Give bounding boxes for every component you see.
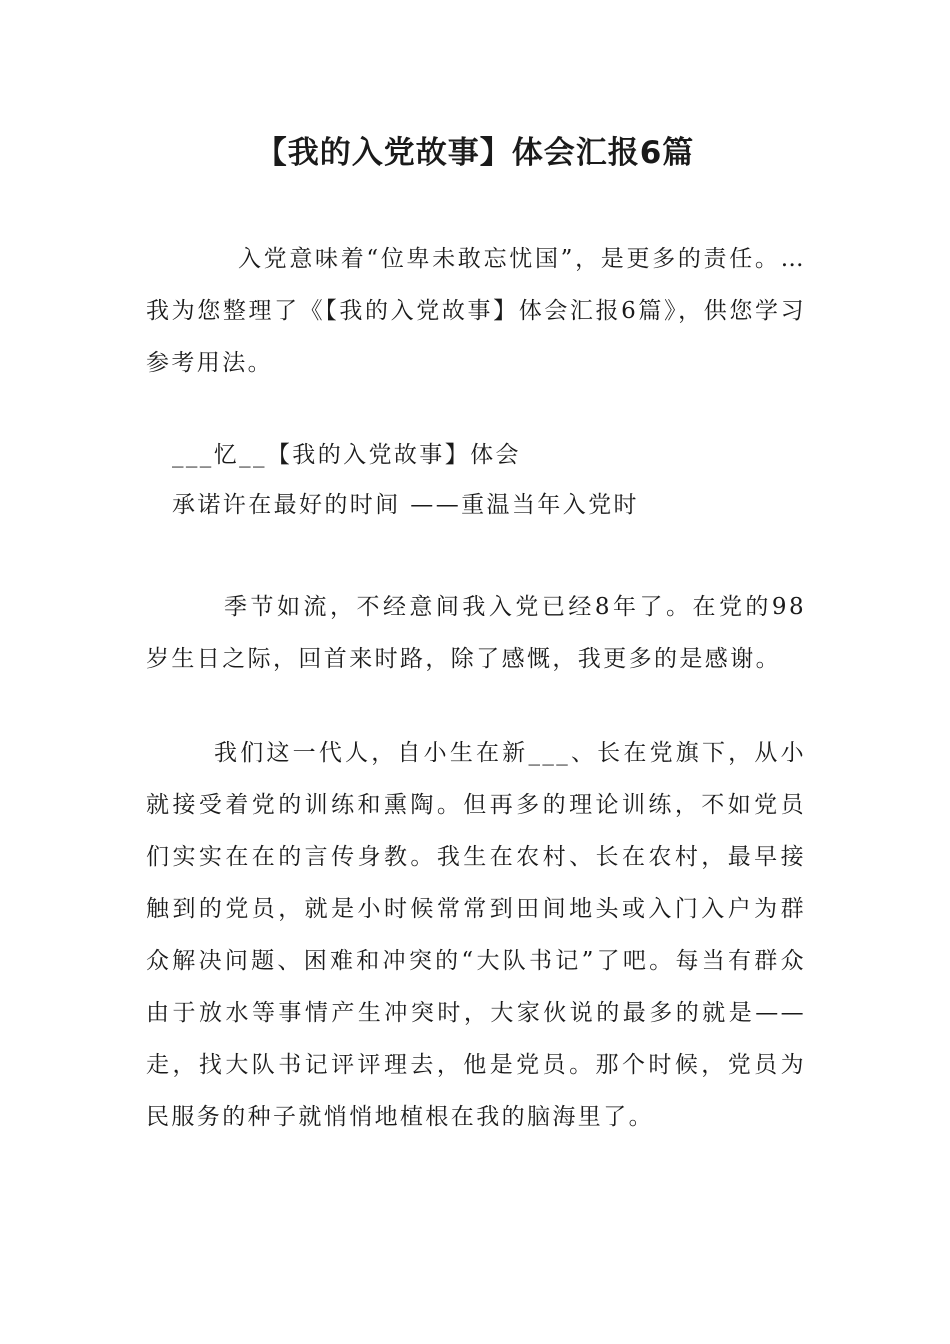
- document-title: 【我的入党故事】体会汇报6篇: [255, 135, 695, 171]
- body-paragraph-2: 我们这一代人，自小生在新___、长在党旗下，从小就接受着党的训练和熏陶。但再多的理论训练，不如党员们实实在在的言传身教。我生在农村、长在农村，最早接触到的党员，就是小时候常常到田间地头或入门入户为群众解决问题、困难和冲突的“大队书记”了吧。每当有群众由于放水等事情产生冲突时，大家伙说的最多的就是——走，找大队书记评评理去，他是党员。那个时候，党员为民服务的种子就悄悄地植根在我的脑海里了。: [146, 740, 806, 1130]
- body-paragraph-1: 季节如流，不经意间我入党已经8年了。在党的98岁生日之际，回首来时路，除了感慨，我更多的是感谢。: [146, 594, 806, 672]
- section-subtitle: 承诺许在最好的时间 ——重温当年入党时: [172, 492, 639, 518]
- intro-paragraph: 入党意味着“位卑未敢忘忧国”，是更多的责任。…我为您整理了《【我的入党故事】体会汇报6篇》，供您学习参考用法。: [146, 246, 806, 376]
- section-heading: ___忆__【我的入党故事】体会: [172, 442, 521, 468]
